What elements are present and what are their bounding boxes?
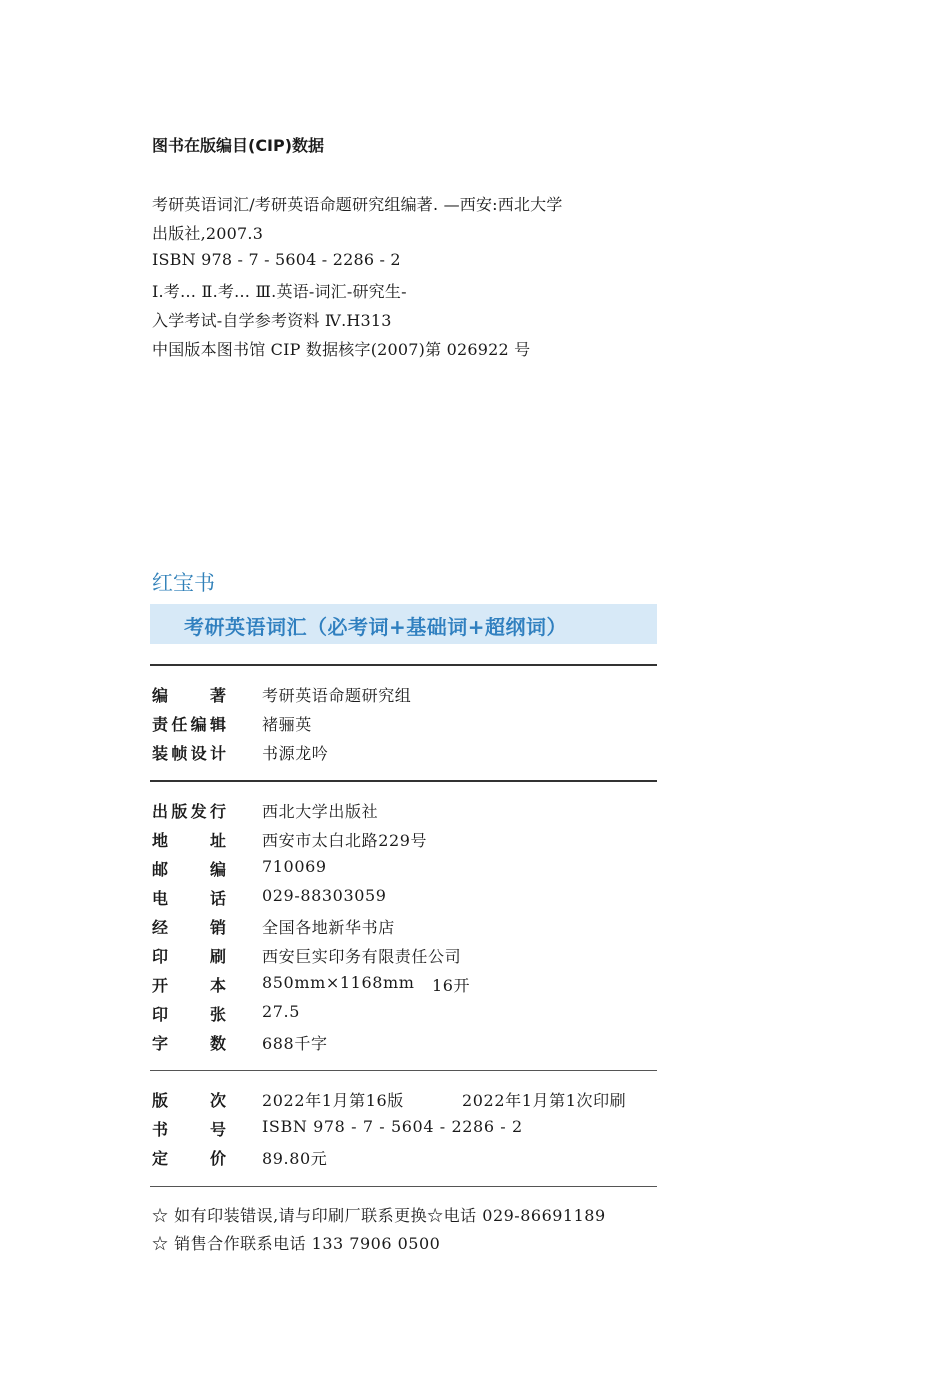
cip-line: ISBN 978 - 7 - 5604 - 2286 - 2 (152, 250, 401, 269)
credit-label: 装帧设计 (152, 744, 226, 763)
cip-line: 出版社,2007.3 (152, 224, 264, 243)
divider (150, 664, 657, 666)
publishing-value: 西安巨实印务有限责任公司 (262, 947, 462, 966)
credit-label: 责任编辑 (152, 715, 226, 734)
edition-label: 版次 (152, 1091, 226, 1110)
cip-heading: 图书在版编目(CIP)数据 (152, 136, 325, 155)
divider (150, 1186, 657, 1187)
edition-value-secondary: 2022年1月第1次印刷 (462, 1091, 627, 1110)
publishing-label: 经销 (152, 918, 226, 937)
edition-value: ISBN 978 - 7 - 5604 - 2286 - 2 (262, 1117, 523, 1136)
cip-line: Ⅰ.考… Ⅱ.考… Ⅲ.英语-词汇-研究生- (152, 282, 407, 301)
publishing-label: 印刷 (152, 947, 226, 966)
publishing-value: 029-88303059 (262, 886, 387, 905)
publishing-label: 地址 (152, 831, 226, 850)
publishing-value: 27.5 (262, 1002, 301, 1021)
publishing-label: 出版发行 (152, 802, 226, 821)
cip-line: 入学考试-自学参考资料 Ⅳ.H313 (152, 311, 392, 330)
divider (150, 1070, 657, 1071)
footnote: ☆ 销售合作联系电话 133 7906 0500 (152, 1234, 441, 1253)
publishing-value: 850mm×1168mm (262, 973, 415, 992)
brand-name: 红宝书 (152, 571, 215, 595)
publishing-label: 字数 (152, 1034, 226, 1053)
cip-line: 考研英语词汇/考研英语命题研究组编著. —西安:西北大学 (152, 195, 563, 214)
publishing-value: 西安市太白北路229号 (262, 831, 428, 850)
publishing-value: 710069 (262, 857, 327, 876)
publishing-value: 西北大学出版社 (262, 802, 379, 821)
publishing-label: 电话 (152, 889, 226, 908)
divider (150, 780, 657, 782)
publishing-value: 全国各地新华书店 (262, 918, 395, 937)
credit-label: 编著 (152, 686, 226, 705)
cip-line: 中国版本图书馆 CIP 数据核字(2007)第 026922 号 (152, 340, 531, 359)
edition-label: 书号 (152, 1120, 226, 1139)
publishing-value: 688千字 (262, 1034, 328, 1053)
footnote: ☆ 如有印装错误,请与印刷厂联系更换☆电话 029-86691189 (152, 1206, 606, 1225)
publishing-label: 邮编 (152, 860, 226, 879)
credit-value: 书源龙吟 (262, 744, 329, 763)
credit-value: 褚骊英 (262, 715, 312, 734)
edition-value: 2022年1月第16版 (262, 1091, 404, 1110)
book-title: 考研英语词汇（必考词+基础词+超纲词） (184, 615, 568, 639)
publishing-label: 开本 (152, 976, 226, 995)
publishing-label: 印张 (152, 1005, 226, 1024)
credit-value: 考研英语命题研究组 (262, 686, 412, 705)
book-title-band (150, 604, 657, 644)
publishing-value-secondary: 16开 (432, 976, 471, 995)
edition-value: 89.80元 (262, 1149, 328, 1168)
edition-label: 定价 (152, 1149, 226, 1168)
